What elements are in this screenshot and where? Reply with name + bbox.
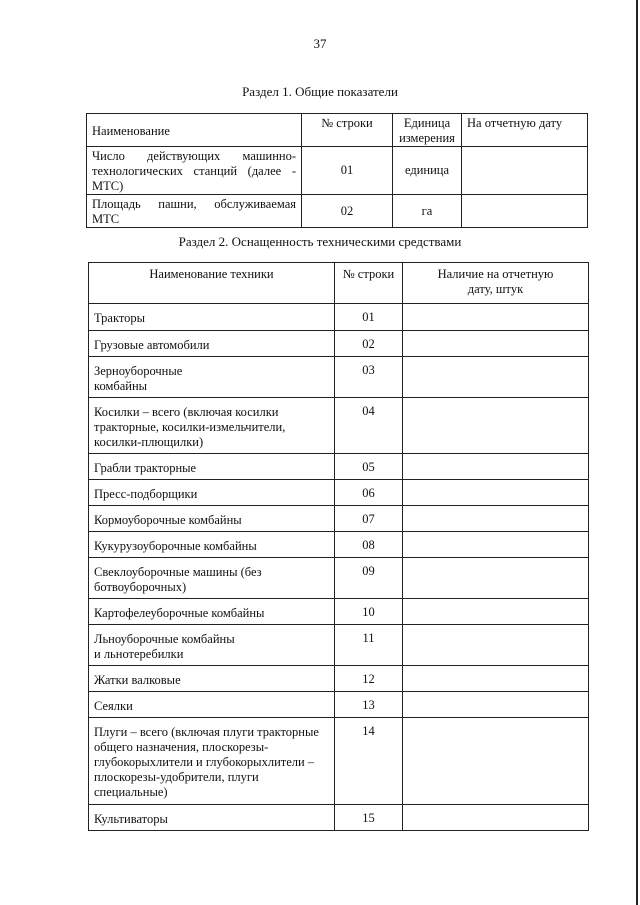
row-value [403,398,589,454]
row-code: 13 [335,692,403,718]
row-name [89,331,335,357]
row-name-line: МТС) [92,179,124,193]
table-row [87,195,588,228]
row-name [89,532,335,558]
row-code: 04 [335,398,403,454]
row-value [403,805,589,831]
row-unit: единица [393,147,462,195]
page-edge-line [636,0,638,905]
table-header-row [89,263,589,304]
row-code: 06 [335,480,403,506]
row-name-line: Площадь пашни, обслуживаемая [92,197,296,211]
row-name-line: технологических станций (далее - [92,164,296,178]
row-code: 03 [335,357,403,398]
table-row [89,357,589,398]
row-value [403,506,589,532]
row-code: 01 [302,147,393,195]
general-indicators-table [86,113,588,228]
row-code: 08 [335,532,403,558]
row-code: 10 [335,599,403,625]
table-row [89,625,589,666]
row-value [403,625,589,666]
row-name-line: тракторные, косилки-измельчители, [94,420,286,434]
table-row [89,454,589,480]
table-header-row [87,114,588,147]
header-code: № строки [302,114,393,147]
row-value [403,480,589,506]
row-value [403,357,589,398]
row-name-line: общего назначения, плоскорезы- [94,740,269,754]
row-name-line: Жатки валковые [94,673,181,687]
row-name-line: Картофелеуборочные комбайны [94,606,265,620]
header-unit-line1: Единица [403,116,451,130]
equipment-table-body [89,304,589,831]
row-name [89,480,335,506]
table-row [89,692,589,718]
row-name [89,558,335,599]
row-name-line: Грузовые автомобили [94,338,210,352]
row-name-line: Зерноуборочные [94,364,183,378]
table-row [89,718,589,805]
row-code: 02 [335,331,403,357]
row-code: 05 [335,454,403,480]
header-unit-line2: измерения [399,131,455,145]
row-code: 15 [335,805,403,831]
header-code: № строки [335,263,403,304]
row-name-line: специальные) [94,785,168,799]
row-name-line: Плуги – всего (включая плуги тракторные [94,725,319,739]
header-unit [393,114,462,147]
table-row [89,666,589,692]
row-name-line: Культиваторы [94,812,168,826]
row-code: 12 [335,666,403,692]
table-row [89,331,589,357]
row-name [87,195,302,228]
row-name-line: Кормоуборочные комбайны [94,513,242,527]
row-name-line: Кукурузоуборочные комбайны [94,539,257,553]
row-value [403,532,589,558]
table-row [89,506,589,532]
row-name-line: МТС [92,212,120,226]
row-name [89,718,335,805]
page-number: 37 [313,36,327,51]
row-name-line: плоскорезы-удобрители, плуги [94,770,259,784]
equipment-table [88,262,589,831]
row-name-line: и льнотеребилки [94,647,184,661]
row-name-line: Число действующих машинно- [92,149,296,163]
row-value [403,718,589,805]
table-row [89,599,589,625]
row-name [89,625,335,666]
header-date-line1: Наличие на отчетную [437,267,554,281]
header-name: Наименование [87,114,302,147]
row-name-line: Льноуборочные комбайны [94,632,235,646]
row-name [89,692,335,718]
header-name: Наименование техники [89,263,335,304]
row-name-line: комбайны [94,379,148,393]
row-value [403,454,589,480]
row-code: 02 [302,195,393,228]
row-name-line: косилки-плющилки) [94,435,204,449]
row-value [403,558,589,599]
row-code: 01 [335,304,403,331]
row-name [89,304,335,331]
row-name-line: Сеялки [94,699,133,713]
row-value [403,331,589,357]
row-name [89,357,335,398]
header-date: На отчетную дату [462,114,588,147]
row-name-line: Косилки – всего (включая косилки [94,405,279,419]
row-name-line: Грабли тракторные [94,461,197,475]
row-name-line: глубокорыхлители и глубокорыхлители – [94,755,315,769]
table-row [89,304,589,331]
section1-title: Раздел 1. Общие показатели [242,84,398,99]
table-row [89,558,589,599]
table-row [89,480,589,506]
row-name-line: ботвоуборочных) [94,580,187,594]
row-name-line: Свеклоуборочные машины (без [94,565,262,579]
row-name [89,454,335,480]
row-code: 11 [335,625,403,666]
row-code: 07 [335,506,403,532]
row-value [462,147,588,195]
row-name [87,147,302,195]
row-value [403,304,589,331]
row-value [403,692,589,718]
row-code: 14 [335,718,403,805]
row-name-line: Тракторы [94,311,146,325]
section2-title: Раздел 2. Оснащенность техническими средствами [178,234,462,249]
row-name-line: Пресс-подборщики [94,487,198,501]
row-value [403,666,589,692]
table-row [89,805,589,831]
table-row [89,532,589,558]
row-unit: га [393,195,462,228]
header-date-line2: дату, штук [467,282,524,296]
row-value [403,599,589,625]
row-name [89,506,335,532]
row-name [89,666,335,692]
row-code: 09 [335,558,403,599]
row-name [89,805,335,831]
table-row [87,147,588,195]
table-row [89,398,589,454]
row-name [89,599,335,625]
row-value [462,195,588,228]
header-date [403,263,589,304]
row-name [89,398,335,454]
